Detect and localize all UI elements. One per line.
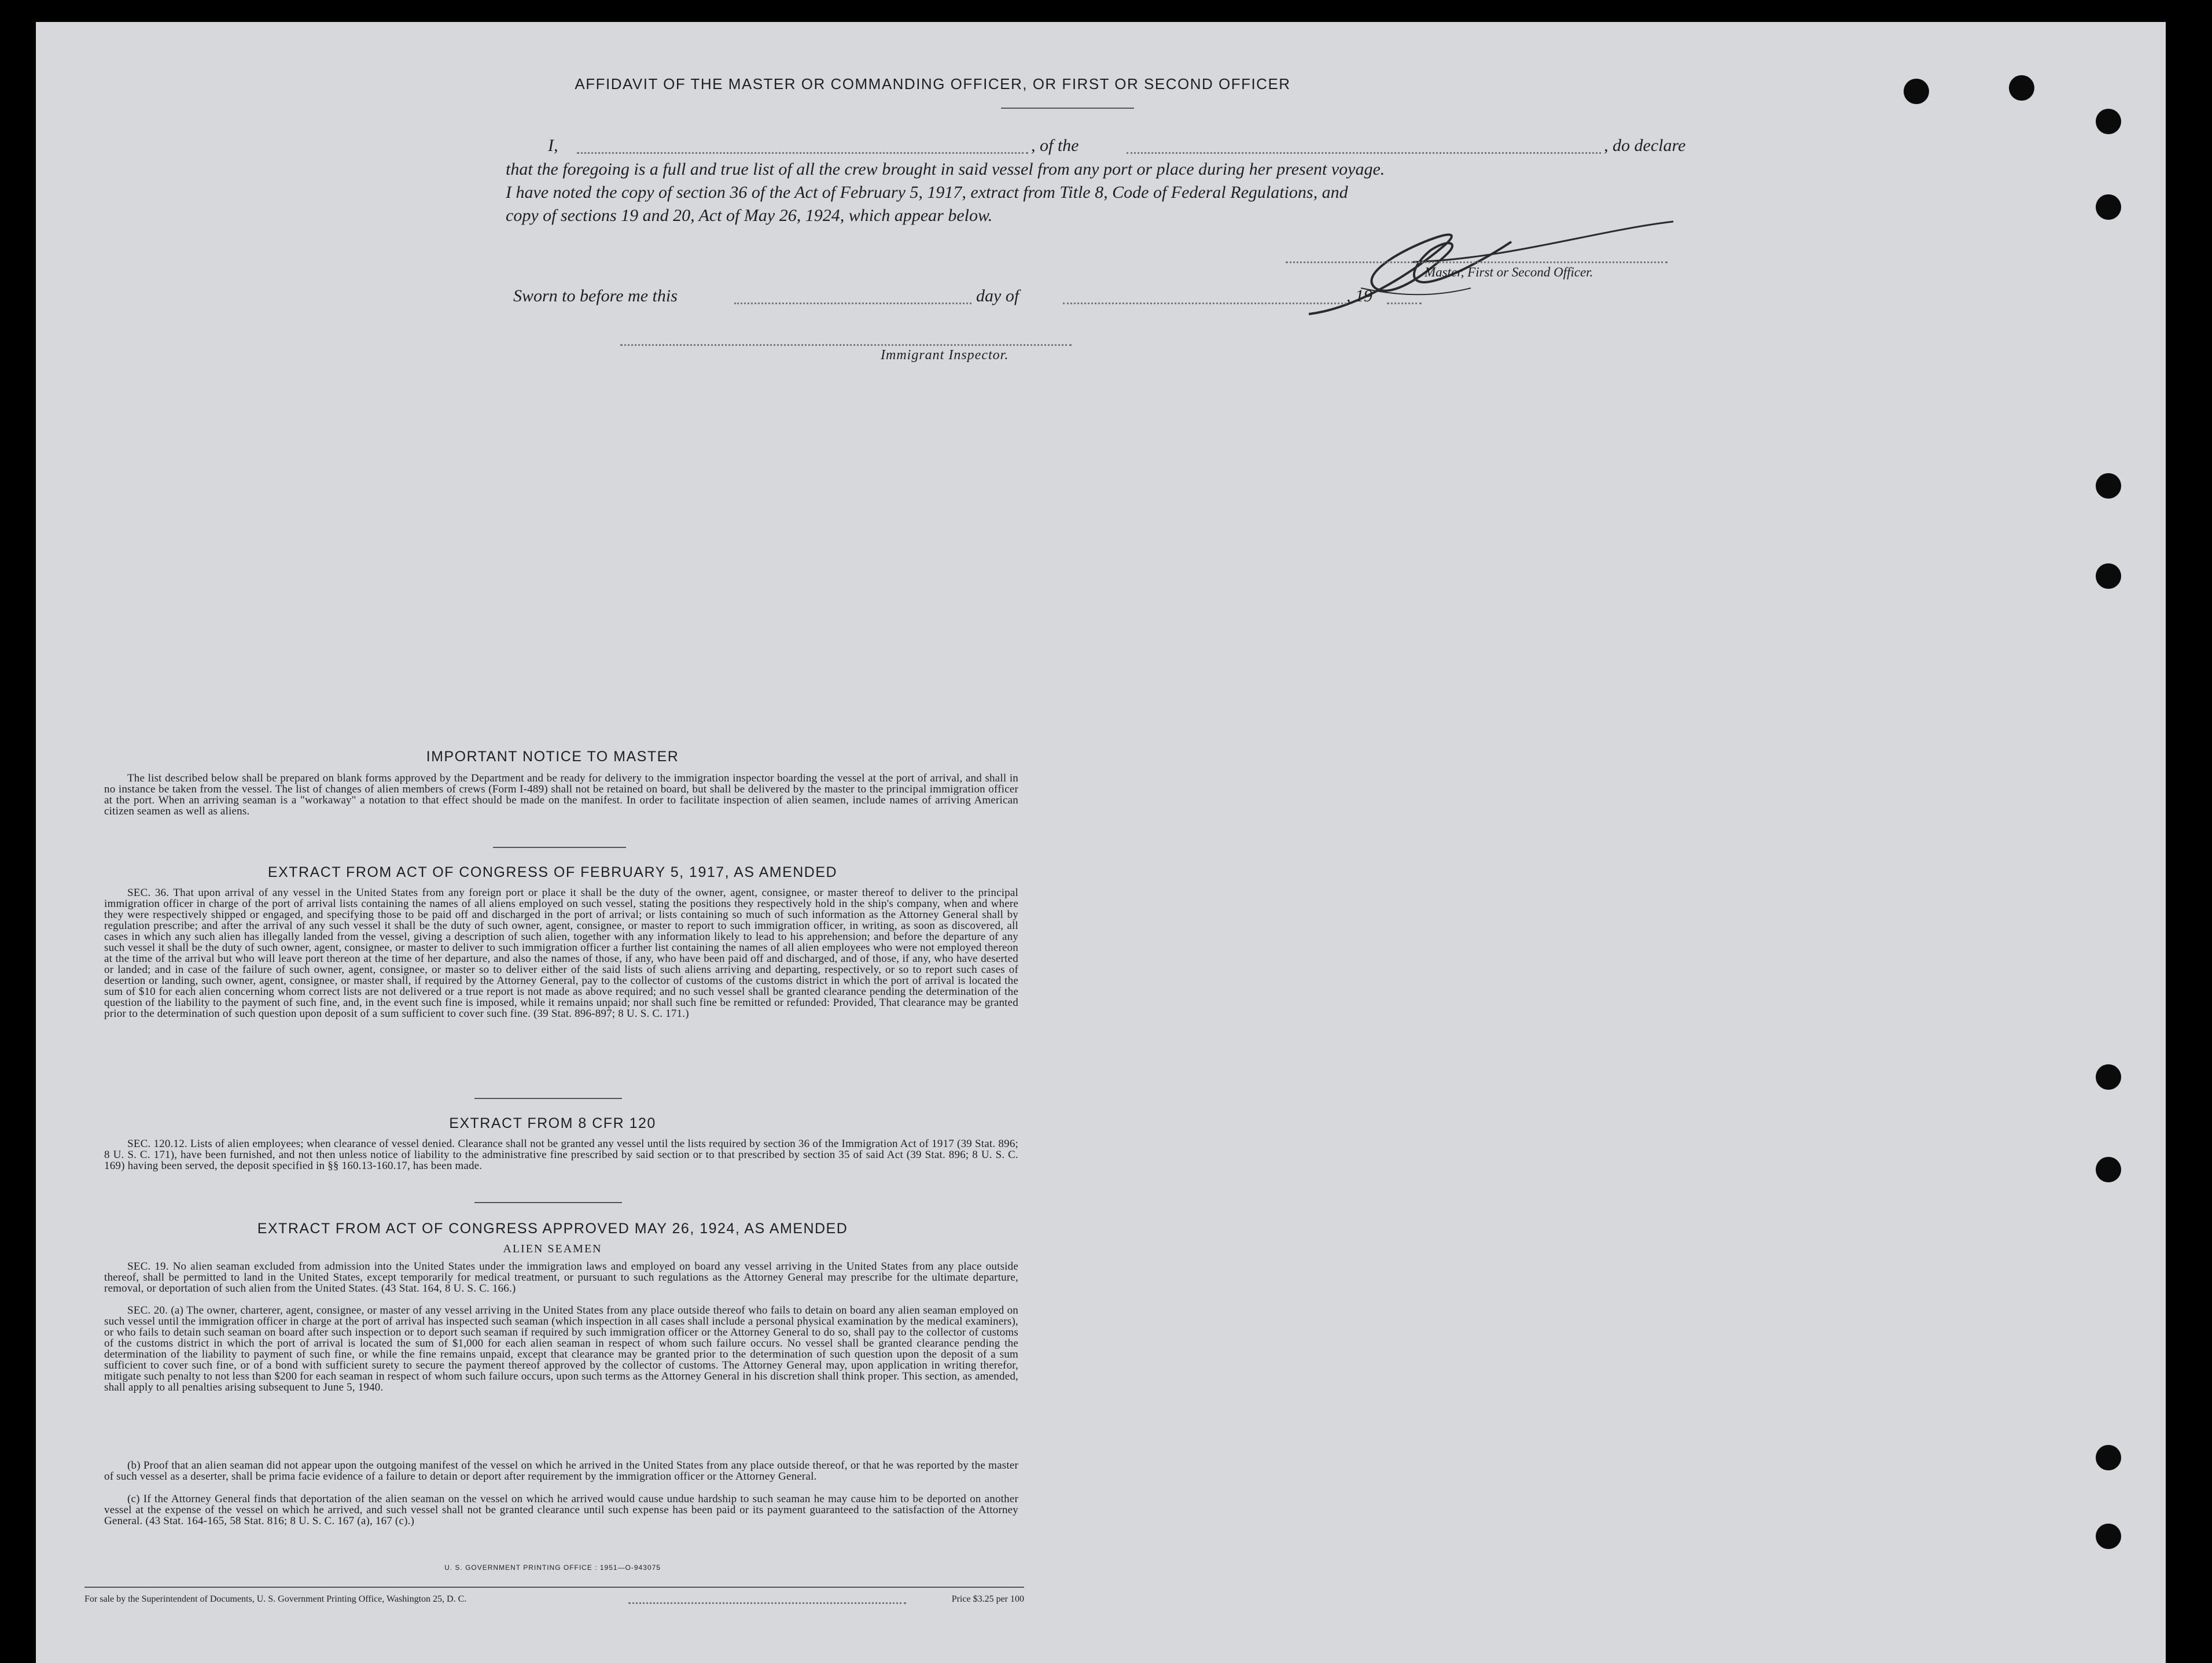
sworn-label: Sworn to before me this	[513, 286, 678, 305]
affidavit-do-declare: , do declare	[1604, 136, 1686, 155]
punch-hole	[1904, 79, 1929, 104]
year-prefix: , 19	[1346, 286, 1372, 305]
day-blank	[734, 303, 971, 304]
sec19-text: SEC. 19. No alien seaman excluded from admission into the United States under the immigration laws and employed on board any vessel arriving in the United States from any place outside thereof, shall be permitted to land in the United States, except temporarily for medical treatment, or pursuant to such regulations as the Attorney General may prescribe for the ultimate departure, removal, or deportation of such alien from the United States. (43 Stat. 164, 8 U. S. C. 166.)	[104, 1261, 1018, 1295]
affidavit-line-2: that the foregoing is a full and true list of all the crew brought in said vessel from any port or place during her present voyage.	[506, 160, 1385, 179]
inspector-blank	[620, 344, 1072, 346]
extract-1917-title: EXTRACT FROM ACT OF CONGRESS OF FEBRUARY 5, 1917, AS AMENDED	[267, 864, 838, 880]
month-blank	[1063, 303, 1346, 304]
price-text: Price $3.25 per 100	[951, 1594, 1024, 1604]
inspector-caption: Immigrant Inspector.	[881, 348, 1009, 363]
notice-title: IMPORTANT NOTICE TO MASTER	[426, 748, 679, 765]
name-blank	[577, 152, 1028, 154]
divider	[474, 1202, 622, 1203]
affidavit-line-1	[513, 135, 1714, 157]
divider	[1001, 108, 1134, 109]
sworn-line	[513, 285, 1439, 308]
punch-hole	[2096, 1157, 2121, 1182]
footer-rule	[84, 1587, 1024, 1588]
punch-hole	[2009, 75, 2034, 101]
punch-hole	[2096, 1064, 2121, 1090]
alien-seamen-subtitle: ALIEN SEAMEN	[503, 1242, 602, 1255]
sec20b-text: (b) Proof that an alien seaman did not appear upon the outgoing manifest of the vessel on which he arrived in the United States from any place outside thereof, or that he was reported by the master of such vessel as a deserter, shall be prima facie evidence of a failure to detain or deport after requirement by the immigration officer or the Attorney General.	[104, 1460, 1018, 1483]
year-blank	[1387, 303, 1422, 304]
affidavit-line-4: copy of sections 19 and 20, Act of May 26, 1924, which appear below.	[506, 206, 993, 225]
punch-hole	[2096, 1445, 2121, 1470]
extract-cfr-text: SEC. 120.12. Lists of alien employees; when clearance of vessel denied. Clearance shall not be granted any vessel until the lists required by section 36 of the Immigration Act of 1917 (39 Stat. 896; 8 U. S. C. 171), have been furnished, and not then unless notice of liability to the administrative fine prescribed by said section or to that prescribed by section 35 of said Act (39 Stat. 896; 8 U. S. C. 169) having been served, the deposit specified in §§ 160.13-160.17, has been made.	[104, 1138, 1018, 1172]
day-of-label: day of	[976, 286, 1019, 305]
for-sale-text: For sale by the Superintendent of Documents, U. S. Government Printing Office, Washington 25, D. C.	[84, 1594, 467, 1604]
signature-blank	[1286, 261, 1668, 263]
punch-hole	[2096, 473, 2121, 499]
extract-cfr-title: EXTRACT FROM 8 CFR 120	[449, 1115, 656, 1131]
footer-line	[84, 1594, 1024, 1608]
divider	[474, 1098, 622, 1099]
extract-1917-text: SEC. 36. That upon arrival of any vessel in the United States from any foreign port or place it shall be the duty of the owner, agent, consignee, or master thereof to deliver to the principal immigration officer in charge of the port of arrival lists containing the names of all aliens employed on such vessel, stating the positions they respectively hold in the ship's company, when and where they were respectively shipped or engaged, and specifying those to be paid off and discharged in the port of arrival; or lists containing so much of such information as the Attorney General shall by regulation prescribe; and after the arrival of any such vessel it shall be the duty of such owner, agent, consignee, or master to report to such immigration officer, in writing, as soon as discovered, all cases in which any such alien has illegally landed from the vessel, giving a description of such alien, together with any information likely to lead to his apprehension; and before the departure of any such vessel it shall be the duty of such owner, agent, consignee, or master to deliver to such immigration officer a further list containing the names of all alien employees who were not employed thereon at the time of the arrival but who will leave port thereon at the time of her departure, and also the names of those, if any, who have been paid off and discharged, and of those, if any, who have deserted or landed; and in case of the failure of such owner, agent, consignee, or master so to deliver either of the said lists of such aliens arriving and departing, respectively, or so to report such cases of desertion or landing, such owner, agent, consignee, or master shall, if required by the Attorney General, pay to the collector of customs of the customs district in which the port of arrival is located the sum of $10 for each alien concerning whom correct lists are not delivered or a true report is not made as above required; and no such vessel shall be granted clearance pending the determination of the question of the liability to the payment of such fine, and, in the event such fine is imposed, while it remains unpaid; nor shall such fine be remitted or refunded: Provided, That clearance may be granted prior to the determination of such question upon deposit of a sum sufficient to cover such fine. (39 Stat. 896-897; 8 U. S. C. 171.)	[104, 887, 1018, 1020]
extract-1924-title: EXTRACT FROM ACT OF CONGRESS APPROVED MAY 26, 1924, AS AMENDED	[257, 1220, 848, 1237]
punch-hole	[2096, 194, 2121, 220]
affidavit-i: I,	[548, 136, 558, 155]
divider	[493, 847, 626, 848]
signature-caption: Master, First or Second Officer.	[1425, 265, 1593, 279]
vessel-blank	[1127, 152, 1601, 154]
document-page	[36, 22, 2166, 1663]
affidavit-line-3: I have noted the copy of section 36 of the Act of February 5, 1917, extract from Title 8, Code of Federal Regulations, and	[506, 183, 1348, 202]
punch-hole	[2096, 109, 2121, 134]
notice-text: The list described below shall be prepared on blank forms approved by the Department and be ready for delivery to the immigration inspector boarding the vessel at the port of arrival, and shall in no instance be taken from the vessel. The list of changes of alien members of crews (Form I-489) shall not be retained on board, but shall be delivered by the master to the principal immigration officer at the port. When an arriving seaman is a "workaway" a notation to that effect should be made on the manifest. In order to facilitate inspection of alien seamen, include names of arriving American citizen seamen as well as aliens.	[104, 773, 1018, 817]
punch-hole	[2096, 1524, 2121, 1549]
printer-imprint: U. S. GOVERNMENT PRINTING OFFICE : 1951—O-943075	[444, 1564, 661, 1572]
affidavit-title: AFFIDAVIT OF THE MASTER OR COMMANDING OFFICER, OR FIRST OR SECOND OFFICER	[575, 75, 1291, 93]
footer-leader	[628, 1602, 906, 1604]
sec20a-text: SEC. 20. (a) The owner, charterer, agent, consignee, or master of any vessel arriving in the United States from any place outside thereof who fails to detain on board any alien seaman employed on such vessel until the immigration officer in charge at the port of arrival has inspected such seaman (which inspection in all cases shall include a personal physical examination by the medical examiners), or who fails to detain such seaman on board after such inspection or to deport such seaman if required by such immigration officer or the Attorney General to do so, shall pay to the collector of customs of the customs district in which the port of arrival is located the sum of $1,000 for each alien seaman in respect of whom such failure occurs. No vessel shall be granted clearance pending the determination of the liability to payment of such fine, or while the fine remains unpaid, except that clearance may be granted prior to the determination of such question upon the deposit of a sum sufficient to cover such fine, or of a bond with sufficient surety to secure the payment thereof approved by the collector of customs. The Attorney General may, upon application in writing therefor, mitigate such penalty to not less than $200 for each seaman in respect of whom such failure occurs, upon such terms as the Attorney General in his discretion shall think proper. This section, as amended, shall apply to all penalties arising subsequent to June 5, 1940.	[104, 1305, 1018, 1393]
affidavit-of-the: , of the	[1031, 136, 1079, 155]
sec20c-text: (c) If the Attorney General finds that deportation of the alien seaman on the vessel on which he arrived would cause undue hardship to such seaman he may cause him to be deported on another vessel at the expense of the vessel on which he arrived, and such vessel shall not be granted clearance until such expense has been paid or its payment guaranteed to the satisfaction of the Attorney General. (43 Stat. 164-165, 58 Stat. 816; 8 U. S. C. 167 (a), 167 (c).)	[104, 1494, 1018, 1527]
punch-hole	[2096, 563, 2121, 589]
